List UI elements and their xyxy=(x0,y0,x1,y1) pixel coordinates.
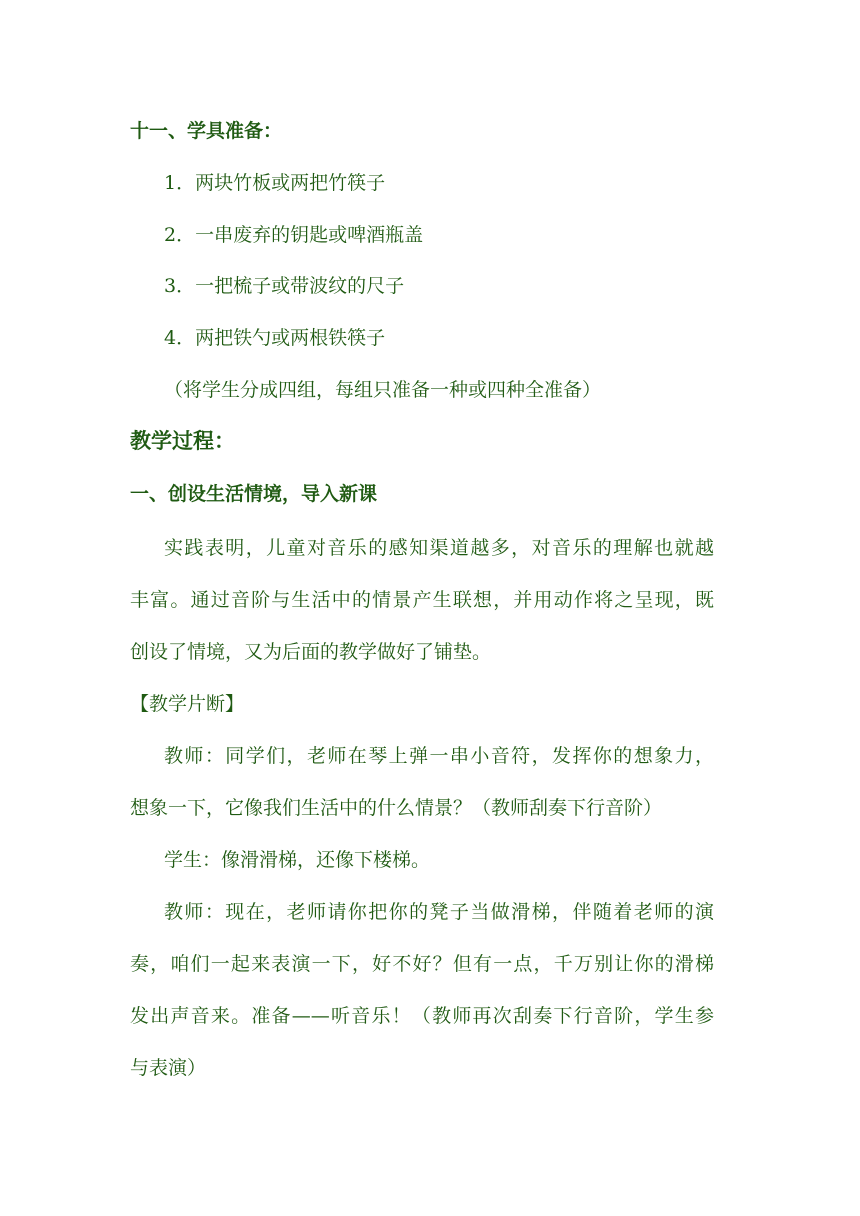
dialogue-student-line-1: 学生：像滑滑梯，还像下楼梯。 xyxy=(164,849,431,871)
tool-item-4: 4．两把铁勺或两根铁筷子 xyxy=(164,327,386,349)
paragraph-line-3: 创设了情境，又为后面的教学做好了铺垫。 xyxy=(130,641,492,663)
process-subheading: 一、创设生活情境，导入新课 xyxy=(130,483,378,505)
dialogue-teacher-1-line-1: 教师：同学们，老师在琴上弹一串小音符，发挥你的想象力， xyxy=(164,745,714,767)
tools-note: （将学生分成四组，每组只准备一种或四种全准备） xyxy=(164,379,602,401)
dialogue-teacher-2-line-1: 教师：现在，老师请你把你的凳子当做滑梯，伴随着老师的演 xyxy=(164,901,714,923)
section-heading-tools: 十一、学具准备： xyxy=(130,120,283,142)
dialogue-teacher-1-line-2: 想象一下，它像我们生活中的什么情景？（教师刮奏下行音阶） xyxy=(130,797,663,819)
paragraph-line-1: 实践表明，儿童对音乐的感知渠道越多，对音乐的理解也就越 xyxy=(164,537,714,559)
dialogue-teacher-2-line-3: 发出声音来。准备——听音乐！（教师再次刮奏下行音阶，学生参 xyxy=(130,1005,714,1027)
dialogue-teacher-2-line-2: 奏，咱们一起来表演一下，好不好？但有一点，千万别让你的滑梯 xyxy=(130,953,714,975)
tool-item-2: 2．一串废弃的钥匙或啤酒瓶盖 xyxy=(164,224,424,246)
dialogue-teacher-2-line-4: 与表演） xyxy=(130,1057,207,1079)
tool-item-3: 3．一把梳子或带波纹的尺子 xyxy=(164,275,405,297)
tool-item-1: 1．两块竹板或两把竹筷子 xyxy=(164,172,386,194)
process-heading: 教学过程： xyxy=(130,428,235,453)
fragment-label: 【教学片断】 xyxy=(130,693,245,715)
paragraph-line-2: 丰富。通过音阶与生活中的情景产生联想，并用动作将之呈现，既 xyxy=(130,589,714,611)
